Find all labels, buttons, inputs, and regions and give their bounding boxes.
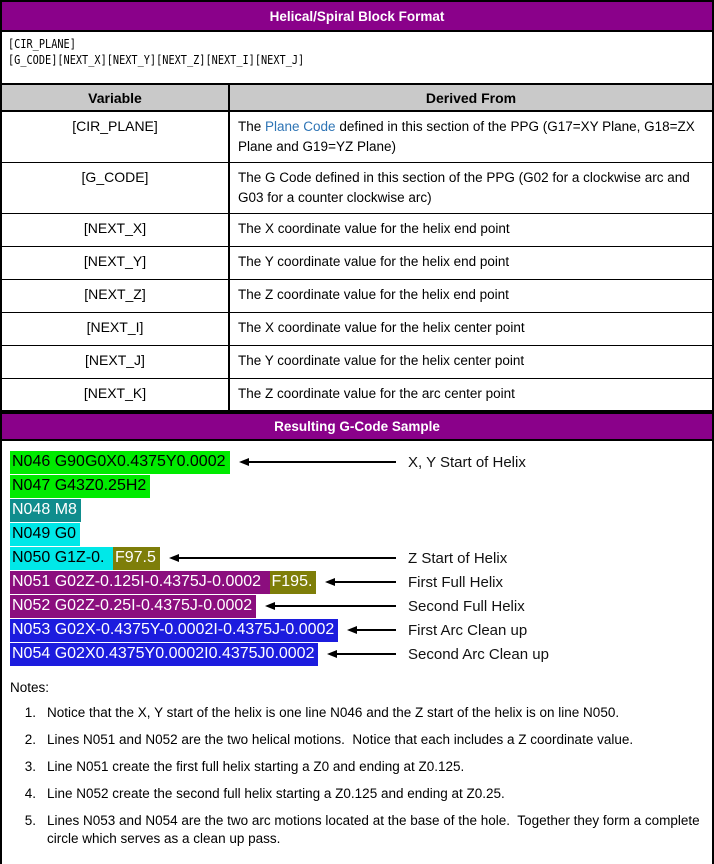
- arrowhead-icon: [265, 602, 275, 610]
- variable-cell: [NEXT_K]: [2, 379, 230, 410]
- gcode-segment: N048 M8: [10, 499, 81, 522]
- gcode-sample-section: [2, 441, 712, 671]
- note-item: [10, 785, 704, 803]
- table-row: [2, 163, 712, 214]
- gcode-segment: N046 G90G0X0.4375Y0.0002: [10, 451, 230, 474]
- gcode-line: [10, 498, 704, 522]
- derived-text: defined in this section of the PPG (G17=XY Plane, G18=ZX Plane and G19=YZ Plane): [238, 119, 695, 154]
- derived-from-cell: [230, 346, 712, 378]
- gcode-line: [10, 522, 704, 546]
- table-row: [2, 280, 712, 313]
- variable-cell: [NEXT_Y]: [2, 247, 230, 279]
- notes-heading: Notes:: [10, 680, 50, 695]
- arrow-shaft: [249, 461, 397, 463]
- variable-cell: [NEXT_J]: [2, 346, 230, 378]
- gcode-segment: F97.5: [113, 547, 160, 570]
- arrow-left-icon: [169, 554, 396, 562]
- gcode-annotation-label: X, Y Start of Helix: [408, 453, 526, 471]
- arrow-shaft: [335, 581, 396, 583]
- arrowhead-icon: [327, 650, 337, 658]
- note-item: [10, 731, 704, 749]
- table-row: [2, 112, 712, 163]
- variable-cell: [NEXT_I]: [2, 313, 230, 345]
- derived-text: The Y coordinate value for the helix center point: [238, 353, 525, 368]
- note-item: [10, 758, 704, 776]
- variable-table-body: [2, 112, 712, 412]
- gcode-line: [10, 594, 704, 618]
- format-line-1: [CIR_PLANE]: [8, 36, 76, 51]
- table-row: [2, 313, 712, 346]
- arrow-shaft: [357, 629, 396, 631]
- gcode-line: [10, 570, 704, 594]
- gcode-annotation-label: Second Arc Clean up: [408, 645, 549, 663]
- note-number: 1.: [24, 705, 36, 720]
- gcode-sample-title-bar: [2, 412, 712, 441]
- gcode-annotation-label: Second Full Helix: [408, 597, 525, 615]
- column-header-derived-from: Derived From: [425, 89, 517, 106]
- derived-from-cell: [230, 313, 712, 345]
- arrow-shaft: [179, 557, 396, 559]
- arrow-left-icon: [327, 650, 396, 658]
- column-header-variable: Variable: [2, 85, 230, 110]
- derived-from-cell: [230, 280, 712, 312]
- arrow-left-icon: [347, 626, 396, 634]
- gcode-annotation-label: Z Start of Helix: [408, 549, 508, 567]
- derived-text: The Z coordinate value for the helix end point: [238, 287, 509, 302]
- note-number: 2.: [24, 732, 36, 747]
- gcode-line: [10, 474, 704, 498]
- arrow-shaft: [337, 653, 396, 655]
- gcode-segment: N047 G43Z0.25H2: [10, 475, 150, 498]
- arrowhead-icon: [347, 626, 357, 634]
- note-number: 3.: [24, 759, 36, 774]
- gcode-line: [10, 618, 704, 642]
- table-row: [2, 247, 712, 280]
- table-header-row: [2, 85, 712, 112]
- derived-from-cell: [230, 247, 712, 279]
- note-item: [10, 812, 704, 848]
- derived-text: The Z coordinate value for the arc center point: [238, 386, 515, 401]
- note-text: Line N052 create the second full helix starting a Z0.125 and ending at Z0.25.: [47, 786, 505, 801]
- arrow-left-icon: [239, 458, 397, 466]
- arrowhead-icon: [169, 554, 179, 562]
- variable-cell: [G_CODE]: [2, 163, 230, 213]
- notes-list: [10, 704, 704, 848]
- gcode-annotation-label: First Full Helix: [408, 573, 504, 591]
- arrow-shaft: [275, 605, 396, 607]
- derived-from-cell: [230, 163, 712, 213]
- derived-text: The X coordinate value for the helix end point: [238, 221, 510, 236]
- note-text: Notice that the X, Y start of the helix is one line N046 and the Z start of the helix is on line N050.: [47, 705, 620, 720]
- note-text: Line N051 create the first full helix starting a Z0 and ending at Z0.125.: [47, 759, 465, 774]
- gcode-line: [10, 546, 704, 570]
- derived-text: The Y coordinate value for the helix end point: [238, 254, 510, 269]
- derived-text: The G Code defined in this section of the PPG (G02 for a clockwise arc and G03 for a counter clockwise arc): [238, 170, 690, 205]
- derived-from-cell: [230, 112, 712, 162]
- gcode-segment: N052 G02Z-0.25I-0.4375J-0.0002: [10, 595, 256, 618]
- gcode-line: [10, 642, 704, 666]
- format-line-2: [G_CODE][NEXT_X][NEXT_Y][NEXT_Z][NEXT_I][NEXT_J]: [8, 52, 305, 67]
- note-number: 4.: [24, 786, 36, 801]
- note-number: 5.: [24, 813, 36, 828]
- note-text: Lines N053 and N054 are the two arc motions located at the base of the hole. Together they form a complete circle which serves as a clean up pass.: [47, 813, 704, 846]
- block-format-cell: [2, 32, 712, 85]
- document-title: Helical/Spiral Block Format: [269, 9, 445, 24]
- gcode-line: [10, 450, 704, 474]
- variable-cell: [CIR_PLANE]: [2, 112, 230, 162]
- gcode-segment: N053 G02X-0.4375Y-0.0002I-0.4375J-0.0002: [10, 619, 338, 642]
- gcode-sample-title: Resulting G-Code Sample: [274, 419, 440, 434]
- arrowhead-icon: [239, 458, 249, 466]
- gcode-annotation-label: First Arc Clean up: [408, 621, 528, 639]
- arrowhead-icon: [325, 578, 335, 586]
- gcode-segment: N049 G0: [10, 523, 80, 546]
- document-title-bar: [2, 2, 712, 32]
- note-item: [10, 704, 704, 722]
- arrow-left-icon: [325, 578, 396, 586]
- gcode-segment: F195.: [270, 571, 317, 594]
- notes-section: [2, 671, 712, 848]
- gcode-segment: N050 G1Z-0.: [10, 547, 113, 570]
- table-row: [2, 379, 712, 412]
- derived-text: The X coordinate value for the helix center point: [238, 320, 525, 335]
- variable-cell: [NEXT_X]: [2, 214, 230, 246]
- derived-from-cell: [230, 214, 712, 246]
- derived-text: The: [238, 119, 266, 134]
- arrow-left-icon: [265, 602, 396, 610]
- table-row: [2, 214, 712, 247]
- note-text: Lines N051 and N052 are the two helical motions. Notice that each includes a Z coordinate value.: [47, 732, 634, 747]
- derived-from-cell: [230, 379, 712, 410]
- table-row: [2, 346, 712, 379]
- variable-cell: [NEXT_Z]: [2, 280, 230, 312]
- gcode-segment: N051 G02Z-0.125I-0.4375J-0.0002: [10, 571, 270, 594]
- plane-code-link[interactable]: Plane Code: [265, 119, 336, 134]
- gcode-segment: N054 G02X0.4375Y0.0002I0.4375J0.0002: [10, 643, 318, 666]
